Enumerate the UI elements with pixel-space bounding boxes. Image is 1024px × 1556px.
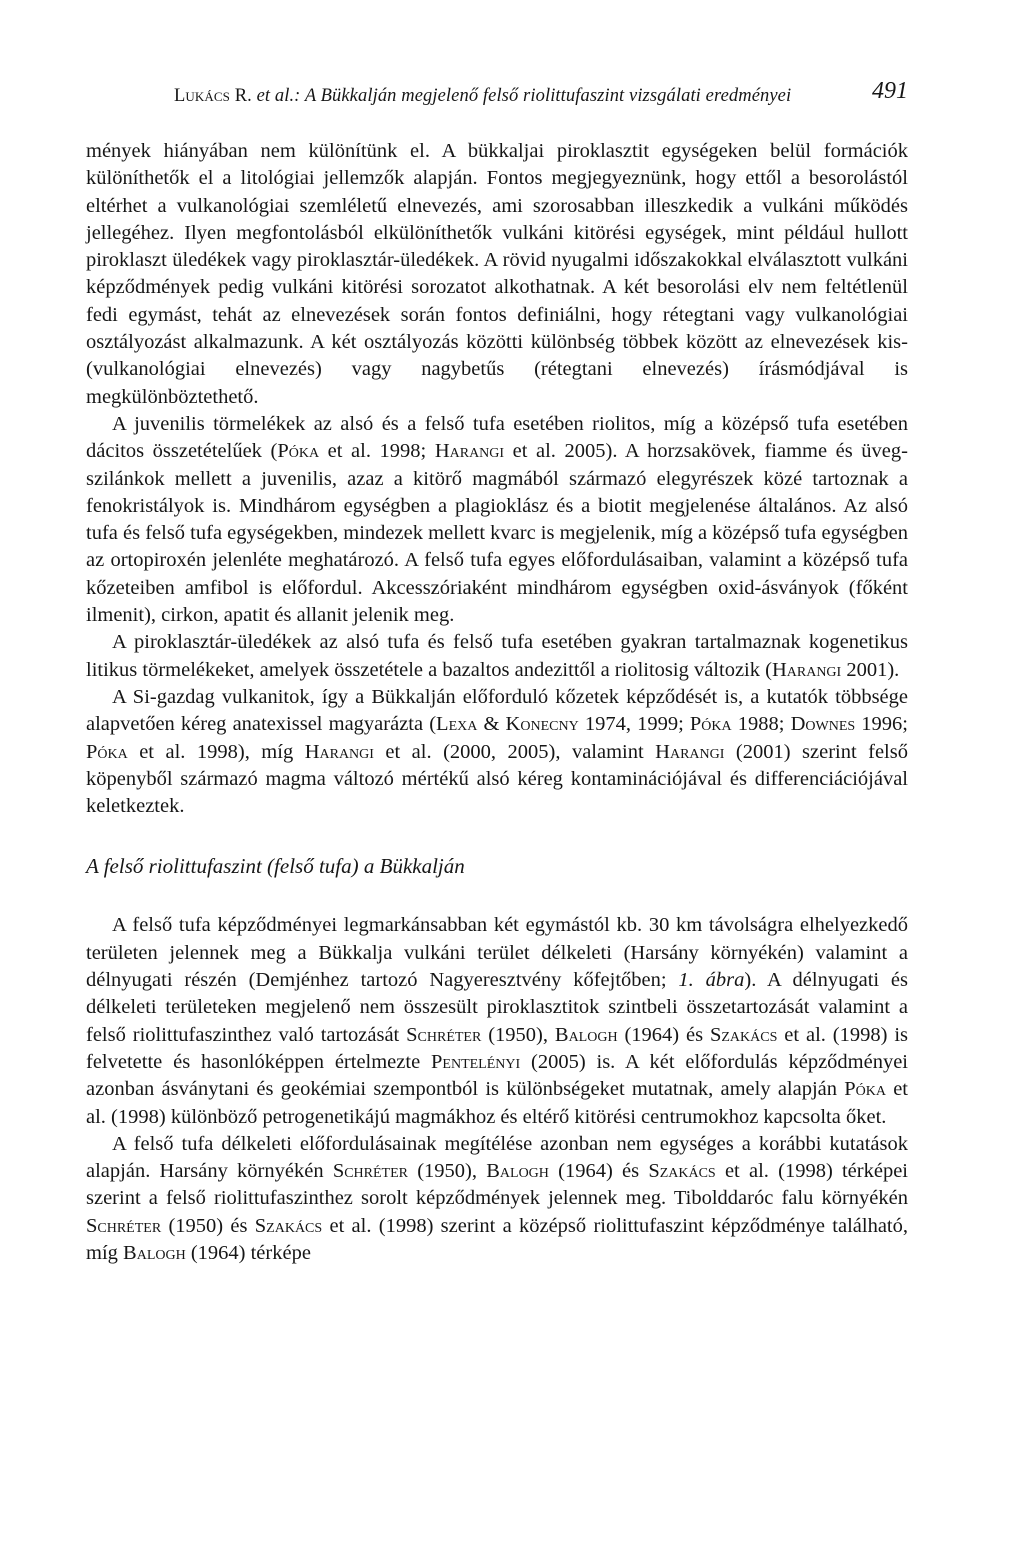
- citation-author: Balogh: [123, 1241, 186, 1264]
- citation-author: Konecny: [505, 713, 579, 736]
- citation-author: Póka: [277, 440, 320, 463]
- paragraph: A juvenilis törmelékek az alsó és a felső tufa esetében riolitos, míg a középső tufa esetében dácitos összetételűek (Póka et al. 1998; Harangi et al. 2005). A horzsakövek, fiamme és üvegszilánkok mellett a juvenilis, azaz a kitörő magmából származó elegyrészek közé tartoznak a fenokristályok is. Mindhárom egységben a plagioklász és a biotit megjelenése általános. Az alsó tufa és felső tufa egységekben, mindezek mellett kvarc is megjelenik, míg a középső tufa egységben az ortopiroxén jelenléte meghatározó. A felső tufa egyes előfordulásaiban, valamint a középső tufa kőzeteiben amfibol is előfordul. Akcesszóriaként mindhárom egységben oxid-ásványok (főként ilmenit), cirkon, apatit és allanit jelenik meg.: [86, 412, 908, 627]
- paragraph: mények hiányában nem különítünk el. A bükkaljai piroklasztit egységeken belül formációk különíthetők el a litológiai jellemzők alapján. Fontos megjegyeznünk, hogy ettől a besorolástól eltérhet a vulkanológiai szemléletű elnevezés, ami szorosabban illeszkedik a vulkáni működés jellegéhez. Ilyen megfontolásból elkülöníthetők vulkáni kitörési egységek, mint például hullott piroklaszt üledékek vagy piroklasztár-üledékek. A rövid nyugalmi időszakokkal elválasztott vulkáni képződmények pedig vulkáni kitörési sorozatot alkothatnak. A két besorolási elv nem feltétlenül fedi egymást, tehát az elnevezések során fontos definiálni, hogy rétegtani vagy vulkanológiai osztályozást alkalmazunk. A két osztályozás közötti különbség többek között az elnevezések kis- (vulkanológiai elnevezés) vagy nagybetűs (rétegtani elnevezés) írásmódjával is megkülönböztethető.: [86, 140, 908, 408]
- figure-reference: 1. ábra: [678, 969, 745, 992]
- running-head: [174, 86, 791, 107]
- citation-author: Lexa: [436, 713, 478, 736]
- running-header: [174, 78, 908, 114]
- citation-author: Harangi: [434, 440, 505, 463]
- citation-author: Szakács: [648, 1160, 716, 1183]
- paragraph: A felső tufa délkeleti előfordulásainak megítélése azonban nem egységes a korábbi kutatások alapján. Harsány környékén Schréter (1950), Balogh (1964) és Szakács et al. (1998) térképei szerint a felső riolittufaszinthez sorolt képződmények jelennek meg. Tibolddaróc falu környékén Schréter (1950) és Szakács et al. (1998) szerint a középső riolittufaszint képződménye található, míg Balogh (1964) térképe: [86, 1132, 909, 1264]
- paragraph: A piroklasztár-üledékek az alsó tufa és felső tufa esetében gyakran tartalmaznak kogenetikus litikus törmelékeket, amelyek összetétele a bazaltos andezittől a riolitosig változik (Harangi 2001).: [86, 631, 908, 681]
- citation-author: Harangi: [304, 740, 374, 763]
- citation-author: Szakács: [709, 1023, 778, 1046]
- citation-author: Balogh: [554, 1023, 618, 1046]
- header-etal: et al.:: [251, 86, 305, 106]
- header-title: A Bükkalján megjelenő felső riolittufaszint vizsgálati eredményei: [304, 86, 792, 106]
- citation-author: Harangi: [655, 740, 725, 763]
- citation-author: Downes: [790, 713, 856, 736]
- citation-author: Balogh: [486, 1160, 549, 1183]
- citation-author: Pentelényi: [431, 1050, 521, 1073]
- citation-author: Schréter: [86, 1214, 162, 1237]
- citation-author: Póka: [844, 1078, 886, 1101]
- page-number: 491: [872, 78, 908, 104]
- citation-author: Póka: [86, 740, 128, 763]
- citation-author: Schréter: [406, 1023, 482, 1046]
- citation-author: Harangi: [771, 658, 842, 681]
- citation-author: Póka: [689, 713, 732, 736]
- citation-author: Szakács: [254, 1214, 323, 1237]
- paragraph: A felső tufa képződményei legmarkánsabban két egymástól kb. 30 km távolságra elhelyezkedő területen jelennek meg a Bükkalja vulkáni terület délkeleti (Harsány környékén) valamint a délnyugati részén (Demjénhez tartozó Nagyeresztvény kőfejtőben; 1. ábra). A délnyugati és délkeleti területeken megjelenő nem összesült piroklasztitok szintbeli összetartozását valamint a felső riolittufaszinthez való tartozását Schréter (1950), Balogh (1964) és Szakács et al. (1998) is felvetette és hasonlóképpen értelmezte Pentelényi (2005) is. A két előfordulás képződményei azonban ásványtani és geokémiai szempontból is különbségeket mutatnak, amely alapján Póka et al. (1998) különböző petrogenetikájú magmákhoz és eltérő kitörési centrumokhoz kapcsolta őket.: [86, 914, 909, 1128]
- paragraph: A Si-gazdag vulkanitok, így a Bükkalján előforduló kőzetek képződését is, a kutatók többsége alapvetően kéreg anatexissel magyarázta (Lexa & Konecny 1974, 1999; Póka 1988; Downes 1996; Póka et al. 1998), míg Harangi et al. (2000, 2005), valamint Harangi (2001) szerint felső köpenyből származó magma változó mértékű alsó kéreg kontaminációjával és differenciációjával keletkeztek.: [86, 685, 908, 818]
- main-text: [86, 138, 908, 1267]
- section-heading: A felső riolittufaszint (felső tufa) a Bükkalján: [86, 854, 465, 879]
- citation-author: Schréter: [332, 1160, 408, 1183]
- header-authors: Lukács R.: [174, 86, 252, 106]
